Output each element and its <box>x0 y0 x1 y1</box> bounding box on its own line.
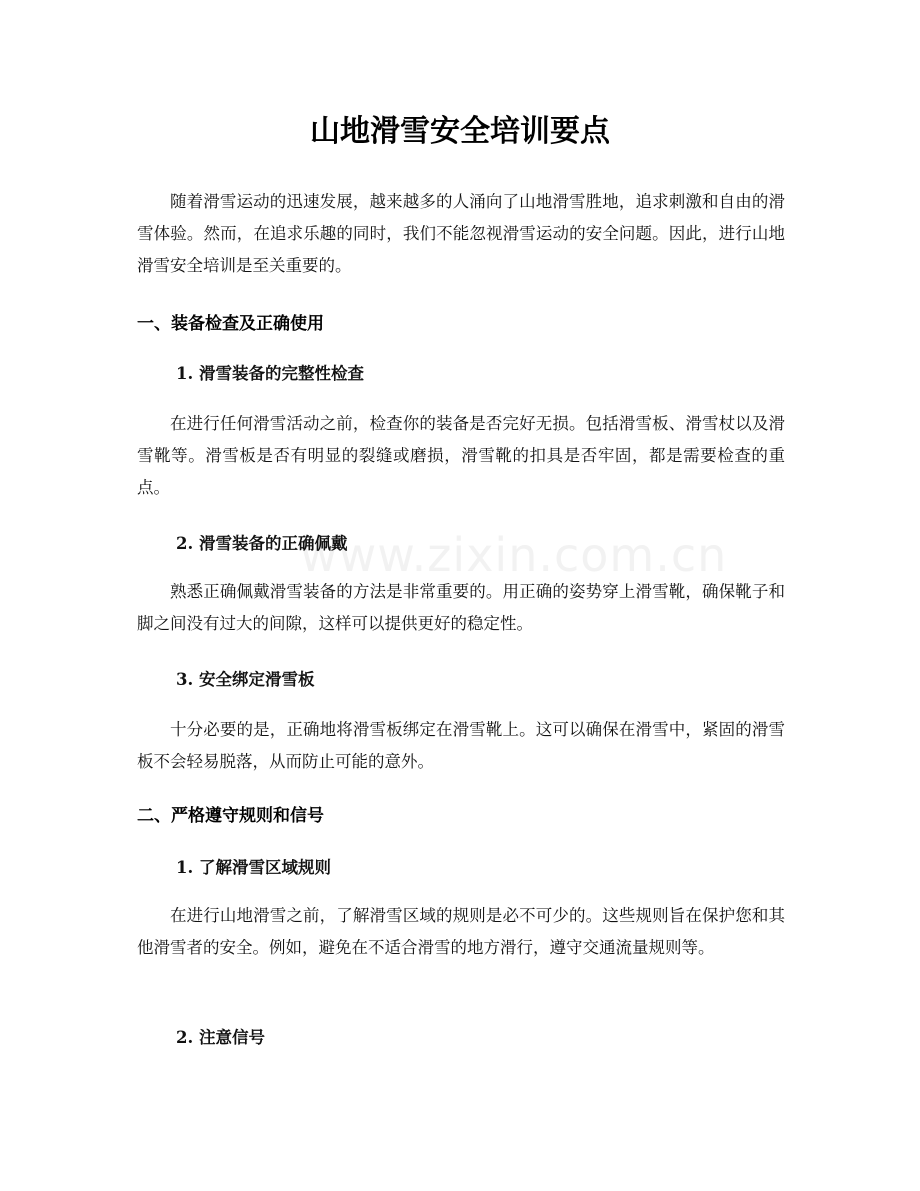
section-2-item-1-paragraph: 在进行山地滑雪之前，了解滑雪区域的规则是必不可少的。这些规则旨在保护您和其他滑雪者的安全。例如，避免在不适合滑雪的地方滑行，遵守交通流量规则等。 <box>137 906 785 957</box>
section-2-item-2-subheading: 2. 注意信号 <box>176 1028 265 1047</box>
section-1-heading: 一、装备检查及正确使用 <box>137 314 324 334</box>
section-2-item-1-subheading: 1. 了解滑雪区域规则 <box>176 858 331 877</box>
section-1-item-2-paragraph: 熟悉正确佩戴滑雪装备的方法是非常重要的。用正确的姿势穿上滑雪靴，确保靴子和脚之间没有过大的间隙，这样可以提供更好的稳定性。 <box>137 582 785 633</box>
section-2-heading: 二、严格遵守规则和信号 <box>137 806 324 826</box>
section-1-item-3-paragraph: 十分必要的是，正确地将滑雪板绑定在滑雪靴上。这可以确保在滑雪中，紧固的滑雪板不会轻易脱落，从而防止可能的意外。 <box>137 720 785 771</box>
section-1-item-1-subheading: 1. 滑雪装备的完整性检查 <box>176 364 364 383</box>
intro-paragraph: 随着滑雪运动的迅速发展，越来越多的人涌向了山地滑雪胜地，追求刺激和自由的滑雪体验。然而，在追求乐趣的同时，我们不能忽视滑雪运动的安全问题。因此，进行山地滑雪安全培训是至关重要的。 <box>137 192 785 275</box>
section-1-item-1-paragraph: 在进行任何滑雪活动之前，检查你的装备是否完好无损。包括滑雪板、滑雪杖以及滑雪靴等。滑雪板是否有明显的裂缝或磨损，滑雪靴的扣具是否牢固，都是需要检查的重点。 <box>137 414 785 497</box>
document-title: 山地滑雪安全培训要点 <box>310 114 610 149</box>
section-1-item-3-subheading: 3. 安全绑定滑雪板 <box>176 670 315 689</box>
watermark: www.zixin.com.cn <box>300 528 728 582</box>
section-1-item-2-subheading: 2. 滑雪装备的正确佩戴 <box>176 534 348 553</box>
